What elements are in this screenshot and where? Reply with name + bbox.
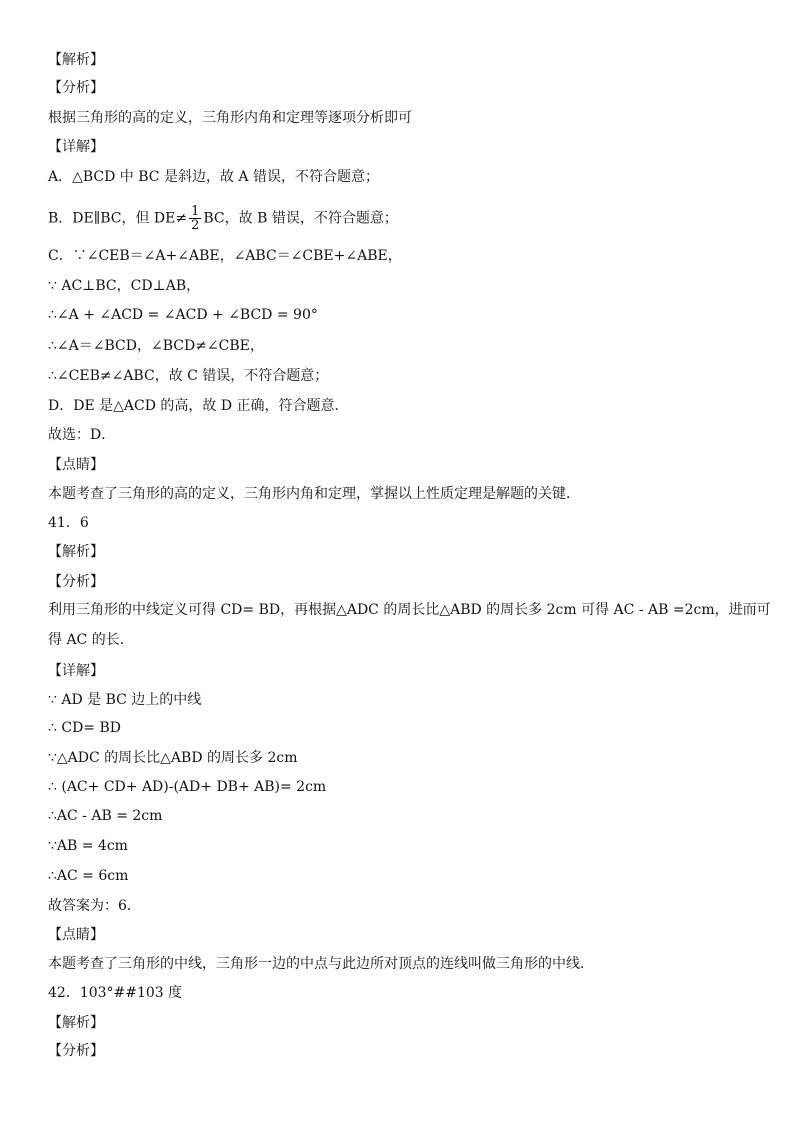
text-line: 故答案为：6． [48, 898, 141, 914]
text-line: ∴∠A + ∠ACD = ∠ACD + ∠BCD = 90° [48, 307, 318, 323]
text-line: 故选：D． [48, 427, 116, 443]
text-line: 【点睛】 [48, 457, 104, 473]
text-line: 【分析】 [48, 80, 104, 96]
text-line-b [48, 205, 760, 232]
text-line: ∴AC - AB = 2cm [48, 808, 163, 824]
text-line: A．△BCD 中 BC 是斜边，故 A 错误，不符合题意； [48, 169, 379, 185]
text-line: D．DE 是△ACD 的高，故 D 正确，符合题意． [48, 398, 349, 414]
text-line: 本题考查了三角形的高的定义，三角形内角和定理，掌握以上性质定理是解题的关键． [48, 486, 580, 502]
text-line: 得 AC 的长． [48, 632, 134, 648]
text-line: ∴∠CEB≠∠ABC，故 C 错误，不符合题意； [48, 368, 329, 384]
text-line: ∵ AC⊥BC，CD⊥AB， [48, 278, 201, 294]
line-b-prefix: B．DE∥BC，但 DE≠ [48, 210, 188, 227]
text-line: 【解析】 [48, 52, 104, 68]
fraction [189, 205, 201, 232]
line-b-suffix: BC，故 B 错误，不符合题意； [203, 210, 398, 227]
text-line: ∵AB = 4cm [48, 838, 128, 854]
text-line: C．∵∠CEB＝∠A+∠ABE，∠ABC＝∠CBE+∠ABE， [48, 248, 402, 264]
text-line: 41．6 [48, 515, 89, 531]
text-line: 【点睛】 [48, 927, 104, 943]
fraction-denominator: 2 [191, 218, 200, 233]
text-line: ∵ AD 是 BC 边上的中线 [48, 692, 202, 708]
text-line: 【分析】 [48, 1043, 104, 1059]
text-line: ∴ CD= BD [48, 720, 121, 736]
text-line: 根据三角形的高的定义，三角形内角和定理等逐项分析即可 [48, 110, 412, 126]
text-line: 【解析】 [48, 544, 104, 560]
text-line: 本题考查了三角形的中线，三角形一边的中点与此边所对顶点的连线叫做三角形的中线． [48, 956, 594, 972]
text-line: ∴ (AC+ CD+ AD)-(AD+ DB+ AB)= 2cm [48, 779, 327, 795]
text-line: 【详解】 [48, 139, 104, 155]
text-line: 利用三角形的中线定义可得 CD= BD，再根据△ADC 的周长比△ABD 的周长多 2cm 可得 AC - AB =2cm，进而可 [48, 602, 771, 618]
text-line: ∴AC = 6cm [48, 868, 129, 884]
fraction-numerator: 1 [191, 204, 200, 219]
text-line: ∴∠A＝∠BCD，∠BCD≠∠CBE， [48, 338, 264, 354]
text-line: 【分析】 [48, 574, 104, 590]
text-line: ∵△ADC 的周长比△ABD 的周长多 2cm [48, 750, 298, 766]
text-line: 【详解】 [48, 663, 104, 679]
text-line: 【解析】 [48, 1015, 104, 1031]
text-line: 42．103°##103 度 [48, 985, 183, 1001]
